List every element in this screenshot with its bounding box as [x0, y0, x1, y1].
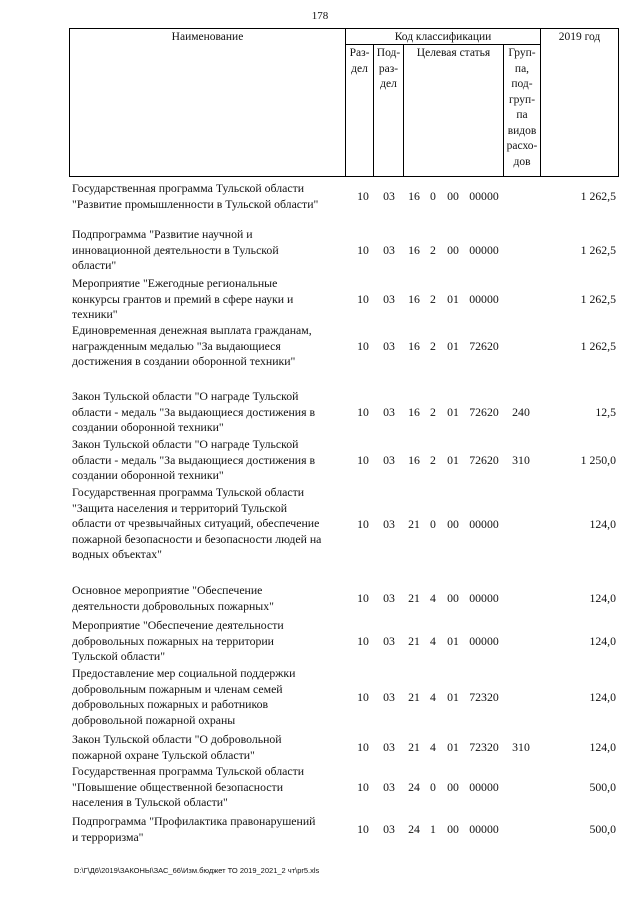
cell-target-subprogram: 0	[430, 189, 436, 203]
cell-name	[72, 389, 348, 436]
cell-target-event: 00	[447, 189, 459, 203]
cell-target-program: 16	[408, 292, 420, 306]
cell-name-line: Основное мероприятие "Обеспечение	[72, 583, 263, 597]
cell-target-event: 00	[447, 780, 459, 794]
header-gruppa-line: груп-	[508, 93, 536, 106]
cell-target-event: 01	[447, 292, 459, 306]
cell-target-direction: 72320	[469, 740, 499, 754]
cell-razdel: 10	[357, 822, 369, 836]
cell-name-line: награжденным медалью "За выдающиеся	[72, 338, 281, 353]
cell-amount: 124,0	[589, 634, 616, 648]
header-year-line: 2019 год	[558, 31, 601, 43]
cell-amount: 1 262,5	[580, 243, 616, 257]
cell-target-program: 21	[408, 517, 420, 531]
header-razdel	[345, 46, 374, 77]
cell-razdel: 10	[357, 690, 369, 704]
cell-target-subprogram: 2	[430, 453, 436, 467]
cell-target-direction: 72620	[469, 453, 499, 467]
cell-razdel: 10	[357, 243, 369, 257]
cell-amount: 1 262,5	[580, 292, 616, 306]
cell-target-event: 01	[447, 453, 459, 467]
cell-target-event: 01	[447, 339, 459, 353]
cell-target-subprogram: 0	[430, 517, 436, 531]
cell-amount: 12,5	[595, 405, 616, 419]
cell-podrazdel: 03	[383, 591, 395, 605]
cell-razdel: 10	[357, 517, 369, 531]
cell-amount: 500,0	[589, 822, 616, 836]
cell-target-subprogram: 2	[430, 339, 436, 353]
cell-target-event: 01	[447, 740, 459, 754]
cell-name	[72, 666, 348, 728]
header-podrazdel-line: раз-	[378, 62, 399, 75]
cell-name-line: добровольных пожарных на территории	[72, 633, 274, 648]
cell-name-line: водных объектах"	[72, 547, 162, 561]
cell-name-line: достижения в создании оборонной техники"	[72, 354, 296, 368]
cell-target-direction: 00000	[469, 189, 499, 203]
cell-podrazdel: 03	[383, 339, 395, 353]
header-gruppa-line: па,	[514, 62, 530, 75]
cell-target-program: 16	[408, 189, 420, 203]
cell-name-line: Тульской области"	[72, 649, 166, 663]
cell-amount: 1 262,5	[580, 189, 616, 203]
header-year	[540, 30, 619, 46]
cell-razdel: 10	[357, 405, 369, 419]
cell-target-program: 16	[408, 453, 420, 467]
header-gruppa-line: па	[516, 109, 528, 121]
cell-podrazdel: 03	[383, 189, 395, 203]
cell-podrazdel: 03	[383, 780, 395, 794]
header-name	[69, 30, 346, 46]
cell-target-direction: 00000	[469, 634, 499, 648]
cell-podrazdel: 03	[383, 292, 395, 306]
cell-name	[72, 485, 348, 563]
cell-target-subprogram: 4	[430, 634, 436, 648]
cell-podrazdel: 03	[383, 690, 395, 704]
cell-podrazdel: 03	[383, 822, 395, 836]
header-code-group-line: Код классификации	[394, 31, 492, 43]
header-gruppa-line: Груп-	[508, 47, 536, 59]
cell-amount: 124,0	[589, 517, 616, 531]
cell-target-direction: 72320	[469, 690, 499, 704]
cell-name-line: Предоставление мер социальной поддержки	[72, 666, 296, 680]
cell-target-direction: 00000	[469, 591, 499, 605]
cell-name-line: области от чрезвычайных ситуаций, обеспечение	[72, 516, 320, 530]
cell-razdel: 10	[357, 339, 369, 353]
cell-name-line: создании оборонной техники"	[72, 420, 224, 434]
cell-target-event: 00	[447, 517, 459, 531]
cell-target-subprogram: 0	[430, 780, 436, 794]
cell-name	[72, 437, 348, 484]
cell-podrazdel: 03	[383, 517, 395, 531]
header-celevaya-line: Целевая статья	[416, 47, 491, 59]
cell-name-line: Закон Тульской области "О награде Тульской	[72, 389, 299, 403]
cell-expense-type: 310	[512, 740, 530, 754]
cell-name-line: Подпрограмма "Развитие научной и	[72, 227, 253, 241]
cell-name	[72, 276, 348, 323]
cell-amount: 124,0	[589, 591, 616, 605]
header-name-line: Наименование	[171, 31, 244, 43]
cell-name-line: инновационной деятельности в Тульской	[72, 242, 279, 257]
cell-target-direction: 00000	[469, 517, 499, 531]
cell-target-program: 16	[408, 243, 420, 257]
cell-target-direction: 00000	[469, 780, 499, 794]
cell-target-program: 16	[408, 339, 420, 353]
cell-name	[72, 323, 348, 370]
cell-target-direction: 72620	[469, 339, 499, 353]
cell-razdel: 10	[357, 740, 369, 754]
cell-name-line: населения в Тульской области"	[72, 795, 228, 809]
cell-target-program: 21	[408, 740, 420, 754]
cell-name-line: области - медаль "За выдающиеся достижения в	[72, 452, 316, 467]
cell-name-line: Мероприятие "Обеспечение деятельности	[72, 618, 284, 632]
header-cell-name	[69, 28, 346, 177]
cell-target-program: 16	[408, 405, 420, 419]
cell-name	[72, 227, 348, 274]
cell-target-event: 01	[447, 405, 459, 419]
cell-name-line: области - медаль "За выдающиеся достижения в	[72, 404, 316, 419]
cell-podrazdel: 03	[383, 243, 395, 257]
cell-amount: 124,0	[589, 690, 616, 704]
cell-razdel: 10	[357, 189, 369, 203]
cell-name-line: "Защита населения и территорий Тульской	[72, 500, 288, 515]
cell-target-subprogram: 2	[430, 243, 436, 257]
cell-amount: 1 250,0	[580, 453, 616, 467]
cell-target-event: 00	[447, 591, 459, 605]
cell-expense-type: 310	[512, 453, 530, 467]
header-gruppa-line: под-	[511, 78, 533, 90]
cell-target-program: 24	[408, 822, 420, 836]
cell-name-line: Подпрограмма "Профилактика правонарушений	[72, 814, 316, 828]
cell-name-line: "Развитие промышленности в Тульской области"	[72, 196, 319, 211]
cell-name-line: деятельности добровольных пожарных"	[72, 598, 274, 613]
header-code-group	[345, 30, 541, 46]
cell-target-event: 01	[447, 634, 459, 648]
cell-name-line: Единовременная денежная выплата гражданам,	[72, 323, 312, 337]
cell-name-line: создании оборонной техники"	[72, 468, 224, 482]
cell-target-program: 24	[408, 780, 420, 794]
header-cell-celevaya	[403, 44, 504, 177]
cell-target-subprogram: 2	[430, 405, 436, 419]
file-path-footer: D:\Г\Д6\2019\ЗАКОНЫ\ЗАС_66\Изм.бюджет ТО 2019_2021_2 чт\pr5.xls	[74, 866, 320, 875]
cell-name-line: техники"	[72, 307, 118, 321]
cell-amount: 124,0	[589, 740, 616, 754]
header-gruppa-line: расхо-	[506, 140, 538, 152]
cell-target-direction: 00000	[469, 292, 499, 306]
cell-name-line: конкурсы грантов и премий в сфере науки и	[72, 291, 294, 306]
cell-name-line: Государственная программа Тульской области	[72, 764, 305, 778]
header-cell-year	[540, 28, 619, 177]
cell-razdel: 10	[357, 634, 369, 648]
cell-name-line: Мероприятие "Ежегодные региональные	[72, 276, 278, 290]
cell-target-subprogram: 4	[430, 740, 436, 754]
cell-name-line: пожарной охране Тульской области"	[72, 747, 255, 762]
cell-name-line: Государственная программа Тульской области	[72, 181, 305, 195]
cell-name	[72, 814, 348, 845]
cell-name	[72, 732, 348, 763]
cell-razdel: 10	[357, 780, 369, 794]
cell-razdel: 10	[357, 591, 369, 605]
cell-name-line: добровольных пожарных и работников	[72, 697, 269, 711]
cell-podrazdel: 03	[383, 405, 395, 419]
cell-razdel: 10	[357, 292, 369, 306]
cell-podrazdel: 03	[383, 740, 395, 754]
cell-amount: 500,0	[589, 780, 616, 794]
cell-target-direction: 00000	[469, 243, 499, 257]
cell-name-line: добровольной пожарной охраны	[72, 712, 236, 727]
header-razdel-line: Раз-	[349, 47, 370, 59]
cell-target-subprogram: 4	[430, 591, 436, 605]
cell-name	[72, 583, 348, 614]
cell-name	[72, 181, 348, 212]
header-podrazdel-line: дел	[380, 78, 397, 90]
cell-name-line: пожарной безопасности и безопасности людей на	[72, 531, 322, 546]
cell-target-event: 01	[447, 690, 459, 704]
cell-name-line: Закон Тульской области "О награде Тульской	[72, 437, 299, 451]
header-podrazdel-line: Под-	[376, 47, 401, 59]
cell-expense-type: 240	[512, 405, 530, 419]
cell-name-line: добровольным пожарным и членам семей	[72, 681, 283, 696]
cell-name-line: области"	[72, 258, 117, 272]
header-podrazdel	[373, 46, 404, 93]
cell-name	[72, 618, 348, 665]
header-celevaya	[403, 46, 504, 62]
page-number: 178	[311, 10, 329, 22]
header-gruppa-line: видов	[507, 124, 537, 137]
header-gruppa	[503, 46, 541, 170]
cell-target-subprogram: 1	[430, 822, 436, 836]
cell-target-program: 21	[408, 591, 420, 605]
cell-podrazdel: 03	[383, 634, 395, 648]
cell-target-program: 21	[408, 690, 420, 704]
cell-amount: 1 262,5	[580, 339, 616, 353]
header-gruppa-line: дов	[513, 155, 531, 168]
cell-name	[72, 764, 348, 811]
cell-name-line: Закон Тульской области "О добровольной	[72, 732, 282, 746]
cell-target-direction: 00000	[469, 822, 499, 836]
cell-target-subprogram: 2	[430, 292, 436, 306]
cell-name-line: и терроризма"	[72, 829, 144, 844]
cell-podrazdel: 03	[383, 453, 395, 467]
cell-target-event: 00	[447, 243, 459, 257]
cell-target-subprogram: 4	[430, 690, 436, 704]
header-razdel-line: дел	[351, 62, 368, 75]
cell-name-line: Государственная программа Тульской области	[72, 485, 305, 499]
cell-target-direction: 72620	[469, 405, 499, 419]
cell-target-event: 00	[447, 822, 459, 836]
cell-name-line: "Повышение общественной безопасности	[72, 779, 284, 794]
cell-target-program: 21	[408, 634, 420, 648]
cell-razdel: 10	[357, 453, 369, 467]
